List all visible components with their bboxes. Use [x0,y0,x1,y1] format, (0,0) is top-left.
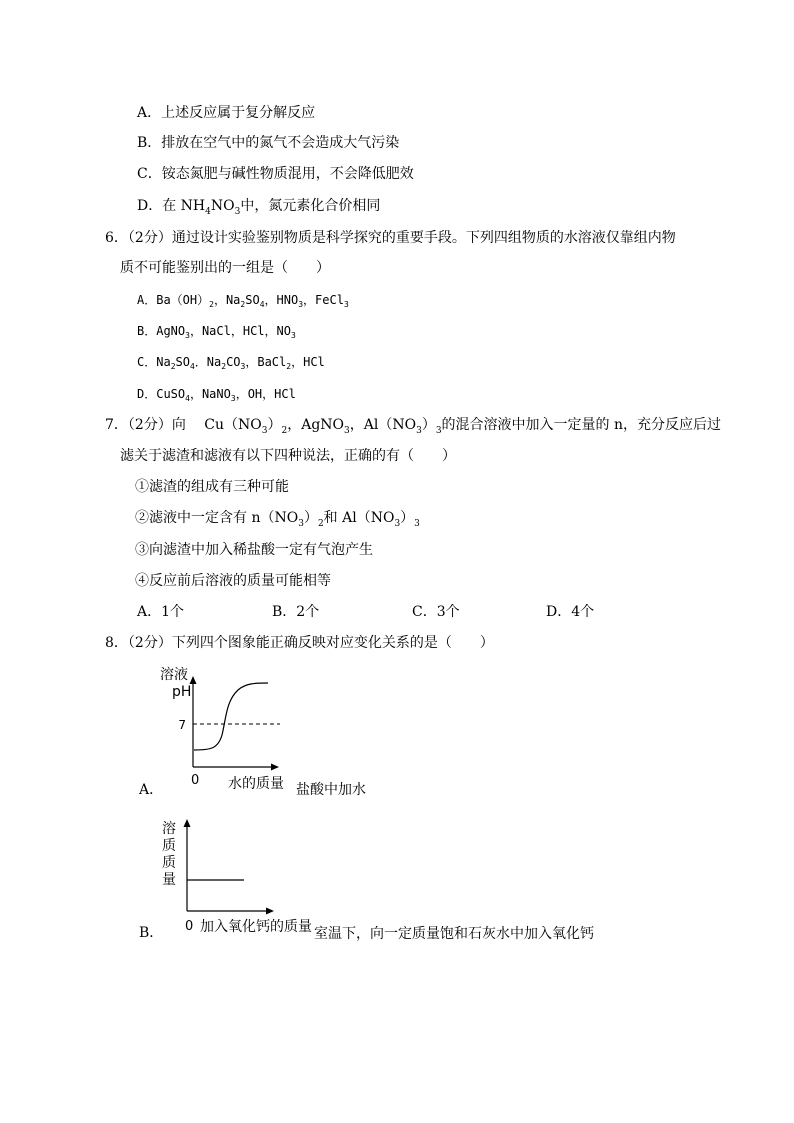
q8-stem: 8．（2分）下列四个图象能正确反映对应变化关系的是（ ） [105,635,494,651]
solute-chart-ylabel-1: 溶 [162,821,176,837]
q6-option-b: B．AgNO$_3$，NaCl，HCl，$NO_3$ [137,324,296,340]
q8-option-b-caption: 室温下，向一定质量饱和石灰水中加入氧化钙 [314,926,594,942]
q7-statement-4: ④反应前后溶液的质量可能相等 [135,573,331,589]
q8-option-b-label: B． [139,925,164,941]
solute-mass-chart [158,813,318,943]
q7-stem-line1: 7．（2分）向 $Cu(NO_3)_2$，AgNO$_3$，$Al(NO_3)_3$的混合溶液中加入一定量的 n，充分反应后过 [105,417,722,436]
ph-chart-y-arrow [190,676,197,684]
q6-option-c: C．$Na_2SO_4$．$Na_2CO_3$，BaCl$_2$，HCl [137,355,325,371]
q6-stem-line2: 质不可能鉴别出的一组是（ ） [120,260,330,276]
q5-option-b: B．排放在空气中的氮气不会造成大气污染 [137,135,400,151]
q5-option-c: C．铵态氮肥与碱性物质混用，不会降低肥效 [137,166,414,182]
q7-stem-line2: 滤关于滤渣和滤液有以下四种说法，正确的有（ ） [120,448,456,464]
q8-option-a-caption: 盐酸中加水 [296,782,366,798]
solute-chart-origin: 0 [185,919,194,934]
ph-chart-curve [194,683,268,750]
q7-option-a: A．1个 [137,604,185,620]
q5-option-a: A．上述反应属于复分解反应 [137,105,316,121]
q6-option-a: A．$Ba(OH)_2$，$Na_2SO_4$，$HNO_3$，FeCl$_3$ [137,293,349,309]
q7-statement-2: ②滤液中一定含有 $n(NO_3)_2$和 $Al(NO_3)_3$ [135,510,420,529]
ph-chart [158,663,298,798]
q7-option-c: C．3个 [412,604,460,620]
q6-stem-line1: 6．（2分）通过设计实验鉴别物质是科学探究的重要手段。下列四组物质的水溶液仅靠组内物 [105,230,676,246]
ph-chart-y-mark: 7 [178,718,186,732]
solute-chart-xlabel: 加入氧化钙的质量 [200,919,312,935]
q7-statement-1: ①滤渣的组成有三种可能 [135,479,289,495]
ph-chart-ylabel-top: 溶液 [160,667,188,683]
q5-option-d: D．在 $NH_4NO_3$中，氮元素化合价相同 [137,198,381,217]
q7-option-b: B．2个 [272,604,320,620]
solute-chart-ylabel-3: 质 [162,855,176,871]
solute-chart-ylabel-2: 质 [162,838,176,854]
solute-chart-x-arrow [266,908,274,915]
ph-chart-ylabel-bottom: pH [172,684,192,700]
ph-chart-x-arrow [271,764,279,771]
q6-option-d: D．CuSO$_4$，NaNO$_3$，OH，HCl [137,387,296,403]
solute-chart-ylabel-4: 量 [162,872,176,888]
q7-option-d: D．4个 [546,604,595,620]
q7-statement-3: ③向滤渣中加入稀盐酸一定有气泡产生 [135,542,373,558]
solute-chart-y-arrow [184,819,191,827]
ph-chart-xlabel: 水的质量 [228,776,284,792]
ph-chart-origin: 0 [191,773,200,788]
q8-option-a-label: A． [139,782,164,798]
